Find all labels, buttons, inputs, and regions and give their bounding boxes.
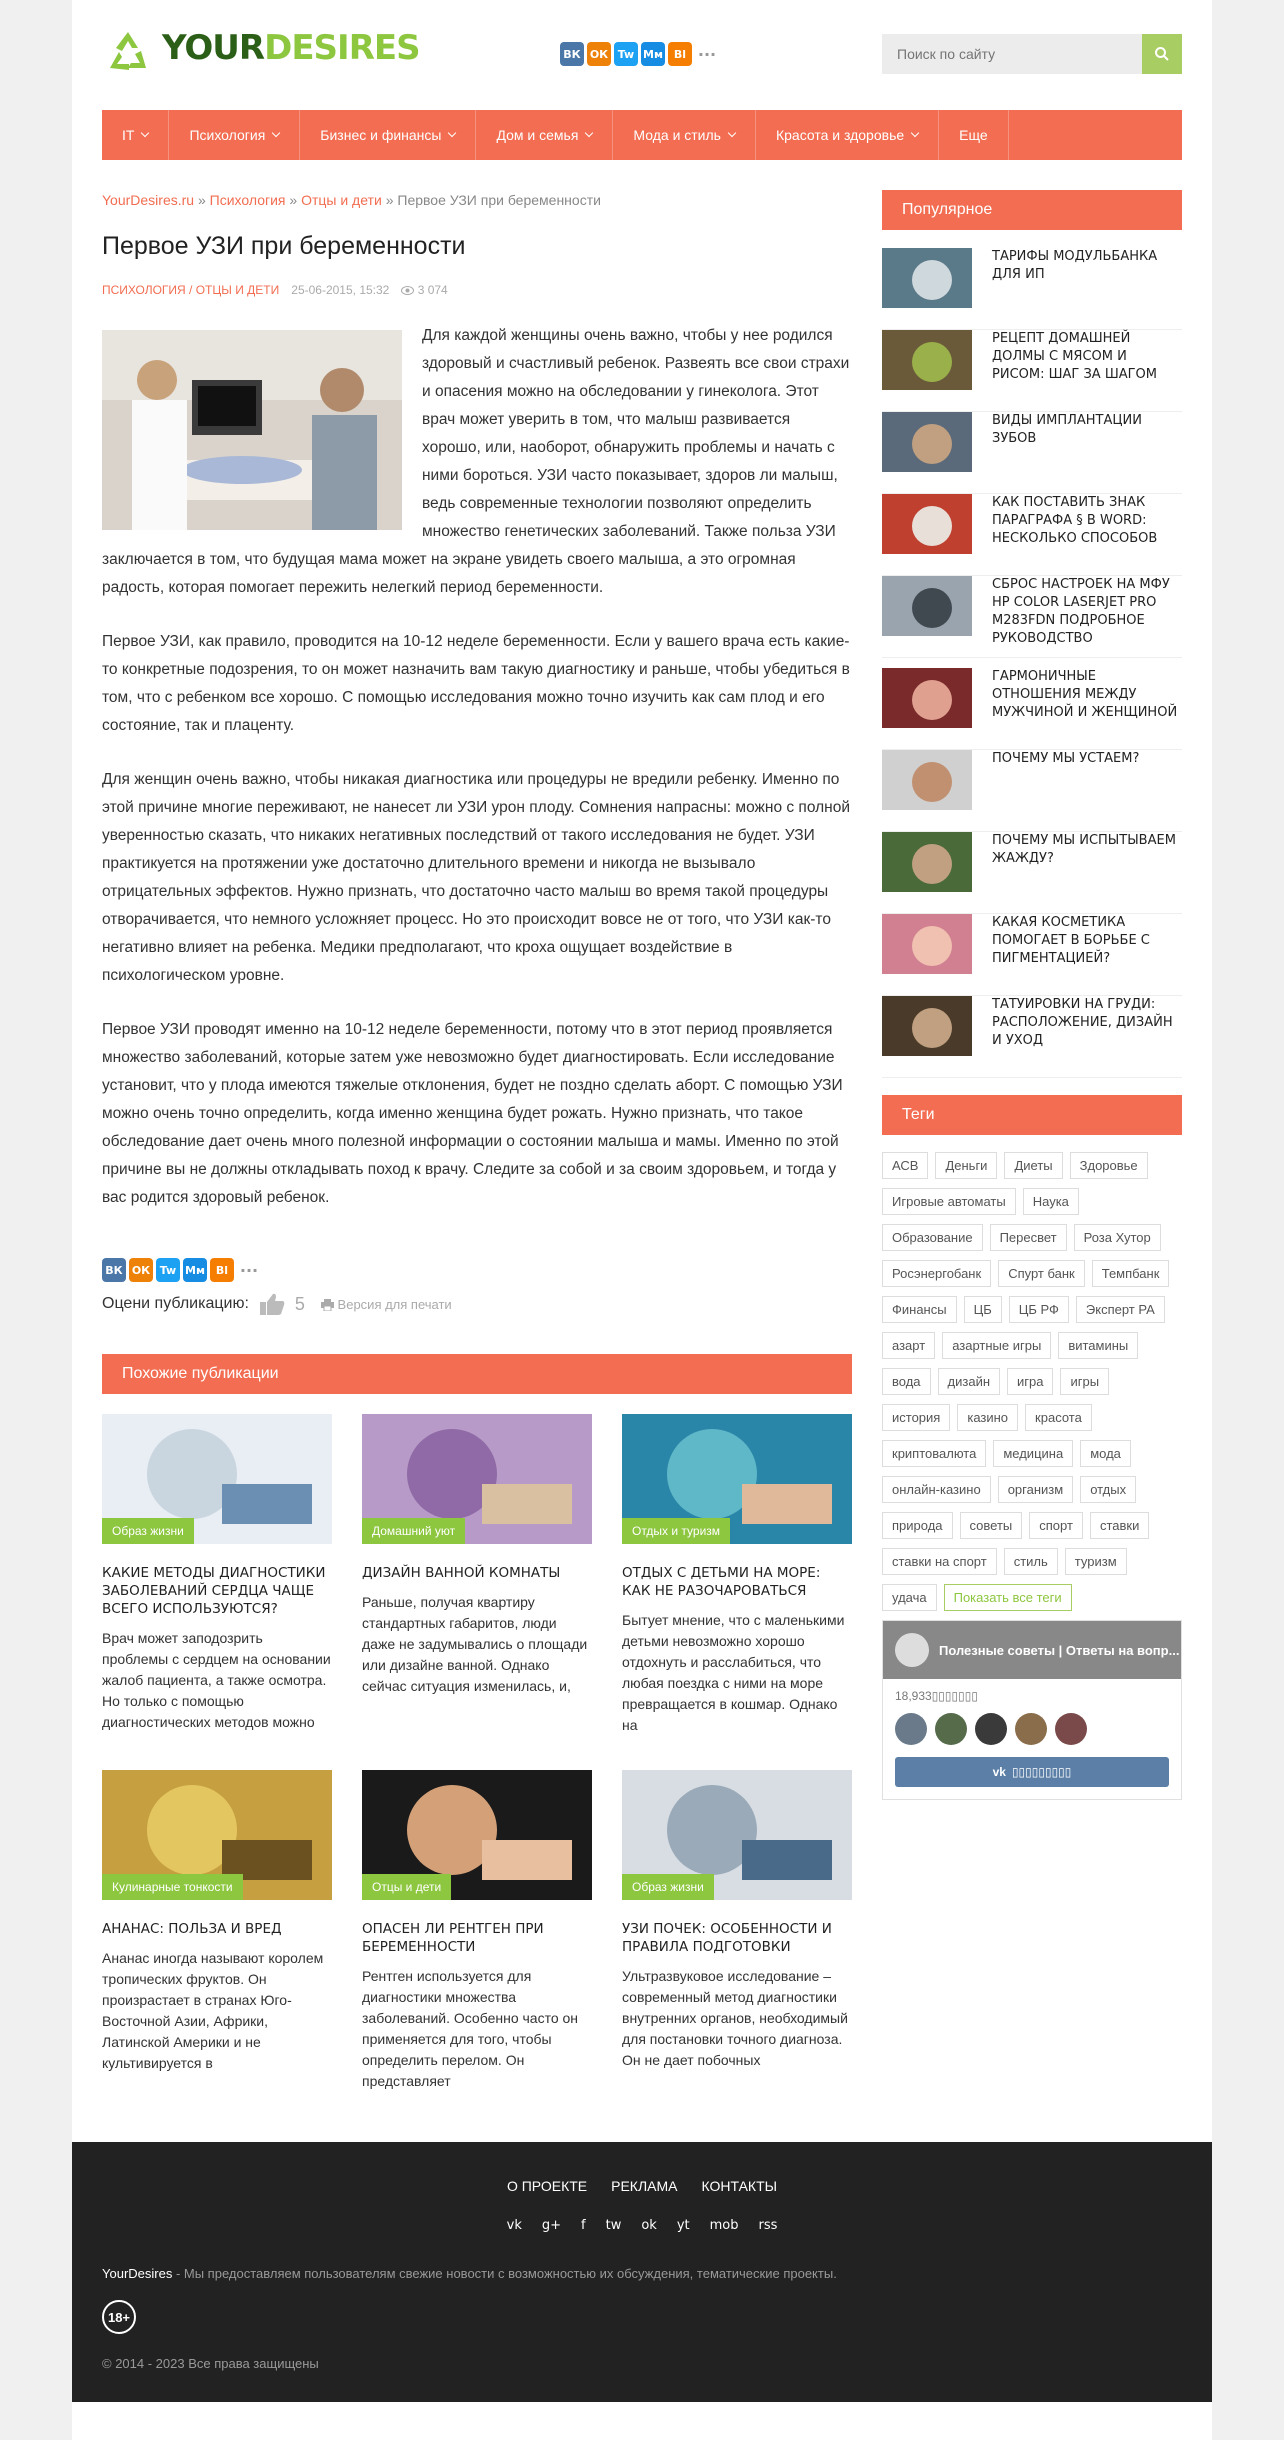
footer-social (72, 2218, 1212, 2233)
article-paragraph: Первое УЗИ проводят именно на 10-12 неделе беременности, потому что в этот период проявляется множество заболеваний, которые затем уже невозможно будет диагностировать. Если исследование установит, что у плода имеются тяжелые отклонения, будет не поздно сделать аборт. С помощью УЗИ можно очень точно определить, когда именно женщина будет рожать. Нужно признать, что такое обследование дает очень много полезной информации о состоянии малыша и мамы. Именно по этой причине вы не должны откладывать поход к врачу. Следите за собой и за своим здоровьем, и тогда у вас родится здоровый ребенок. (102, 1021, 843, 1206)
tag-link[interactable]: ЦБ (964, 1296, 1002, 1323)
nav-item-6[interactable]: Еще (939, 110, 1009, 160)
recycle-logo-icon (102, 28, 154, 80)
f-icon[interactable]: f (581, 2218, 586, 2233)
vk-icon: vk (992, 1765, 1006, 1779)
popular-item[interactable] (882, 248, 1182, 330)
article-body (102, 322, 852, 1238)
site-logo[interactable] (102, 26, 422, 82)
related-excerpt: Ультразвуковое исследование – современный метод диагностики внутренних органов, необходимый для постановки точного диагноза. Он не дает побочных (622, 1968, 848, 2068)
chevron-down-icon (585, 129, 593, 137)
eye-icon (401, 286, 414, 295)
footer-link[interactable]: КОНТАКТЫ (701, 2178, 778, 2194)
popular-item[interactable] (882, 330, 1182, 412)
popular-item[interactable] (882, 914, 1182, 996)
popular-thumbnail[interactable] (882, 330, 972, 390)
related-thumbnail[interactable] (102, 1414, 332, 1544)
breadcrumb-home[interactable]: YourDesires.ru (102, 192, 195, 208)
share-buttons-bottom (102, 1258, 261, 1282)
tag-link[interactable]: мода (1080, 1440, 1131, 1467)
tag-link[interactable]: ЦБ РФ (1009, 1296, 1069, 1323)
related-excerpt: Ананас иногда называют королем тропических фруктов. Он произрастает в странах Юго-Восточной Азии, Африки, Латинской Америки и не культивируется в (102, 1950, 324, 2071)
tag-link[interactable]: Росэнергобанк (882, 1260, 991, 1287)
category-badge[interactable]: Кулинарные тонкости (102, 1874, 243, 1900)
tag-link[interactable]: Пересвет (990, 1224, 1067, 1251)
search-icon (1154, 46, 1170, 62)
vk-share-icon[interactable]: ВК (102, 1258, 126, 1282)
related-excerpt: Врач может заподозрить проблемы с сердцем на основании жалоб пациента, а также осмотра. Но только с помощью диагностических методов можно (102, 1630, 331, 1730)
related-title[interactable]: ДИЗАЙН ВАННОЙ КОМНАТЫ (362, 1565, 561, 1581)
popular-item[interactable] (882, 576, 1182, 658)
logo-text: YOURDESIRES (162, 28, 420, 68)
tag-link[interactable]: медицина (993, 1440, 1073, 1467)
footer-about: YourDesires - Мы предоставляем пользователям свежие новости с возможностью их обсуждения, тематические проекты. (102, 2266, 837, 2281)
related-card[interactable] (102, 1770, 332, 2074)
tag-link[interactable]: советы (960, 1512, 1023, 1539)
printer-icon (321, 1299, 334, 1311)
popular-thumbnail[interactable] (882, 914, 972, 974)
g+-icon[interactable]: g+ (541, 2218, 562, 2233)
popular-item[interactable] (882, 494, 1182, 576)
vk-group-name: Полезные советы | Ответы на вопр... (939, 1642, 1180, 1658)
ok-share-icon[interactable]: ОК (587, 42, 611, 66)
tags-heading: Теги (882, 1095, 1182, 1135)
mailru-share-icon[interactable]: Мм (641, 42, 665, 66)
popular-title[interactable]: ПОЧЕМУ МЫ УСТАЕМ? (992, 751, 1140, 766)
tag-link[interactable]: азартные игры (942, 1332, 1051, 1359)
popular-title[interactable]: ПОЧЕМУ МЫ ИСПЫТЫВАЕМ ЖАЖДУ? (992, 833, 1176, 866)
tag-link[interactable]: спорт (1029, 1512, 1083, 1539)
article-category[interactable]: ПСИХОЛОГИЯ / ОТЦЫ И ДЕТИ (102, 283, 280, 297)
vk-icon[interactable]: vk (506, 2218, 522, 2233)
article-paragraph: Для женщин очень важно, чтобы никакая диагностика или процедуры не вредили ребенку. Именно по этой причине многие переживают, не нанесет ли УЗИ урон плоду. Сомнения напрасны: можно с полной уверенностью сказать, что никаких негативных последствий от такого исследования не будет. УЗИ практикуется на протяжении уже достаточно длительного времени и никогда не вызывало отрицательных эффектов. Нужно признать, что достаточно часто малыш во время такой процедуры отворачивается, что немного усложняет процесс. Но это происходит вовсе не от того, что УЗИ как-то негативно влияет на ребенка. Медики предполагают, что кроха ощущает воздействие в психологическом уровне. (102, 771, 850, 984)
related-thumbnail[interactable] (102, 1770, 332, 1900)
search-button[interactable] (1142, 34, 1182, 74)
related-thumbnail[interactable] (362, 1414, 592, 1544)
popular-title[interactable]: СБРОС НАСТРОЕК НА МФУ HP COLOR LASERJET PRO M283FDN ПОДРОБНОЕ РУКОВОДСТВО (992, 577, 1170, 646)
chevron-down-icon (272, 129, 280, 137)
tag-link[interactable]: история (882, 1404, 950, 1431)
tag-link[interactable]: Темпбанк (1092, 1260, 1170, 1287)
chevron-down-icon (141, 129, 149, 137)
tag-link[interactable]: Спурт банк (998, 1260, 1085, 1287)
footer-links (72, 2178, 1212, 2194)
related-excerpt: Бытует мнение, что с маленькими детьми невозможно хорошо отдохнуть и расслабиться, что любая поездка с ними на море превращается в кошмар. Однако на (622, 1612, 845, 1733)
popular-item[interactable] (882, 668, 1182, 750)
related-card[interactable] (362, 1414, 592, 1697)
related-excerpt: Раньше, получая квартиру стандартных габаритов, люди даже не задумывались о площади или дизайне ванной. Однако сейчас ситуация изменилась, и, (362, 1594, 588, 1694)
tag-link[interactable]: организм (998, 1476, 1074, 1503)
popular-thumbnail[interactable] (882, 750, 972, 810)
age-rating-badge: 18+ (102, 2300, 136, 2334)
popular-thumbnail[interactable] (882, 248, 972, 308)
tag-link[interactable]: ставки (1090, 1512, 1149, 1539)
tag-link[interactable]: Эксперт РА (1076, 1296, 1165, 1323)
tag-link[interactable]: удача (882, 1584, 937, 1611)
blogger-share-icon[interactable]: Bl (210, 1258, 234, 1282)
vk-group-avatar (895, 1633, 929, 1667)
chevron-down-icon (448, 129, 456, 137)
tag-link[interactable]: ставки на спорт (882, 1548, 997, 1575)
related-title[interactable]: АНАНАС: ПОЛЬЗА И ВРЕД (102, 1921, 282, 1937)
nav-item-0[interactable]: IT (102, 110, 169, 160)
category-badge[interactable]: Отдых и туризм (622, 1518, 730, 1544)
copyright: © 2014 - 2023 Все права защищены (102, 2356, 319, 2371)
nav-item-5[interactable]: Красота и здоровье (756, 110, 939, 160)
category-badge[interactable]: Отцы и дети (362, 1874, 451, 1900)
page (72, 0, 1212, 2440)
avatar[interactable] (895, 1713, 927, 1745)
related-thumbnail[interactable] (362, 1770, 592, 1900)
category-badge[interactable]: Образ жизни (622, 1874, 714, 1900)
related-title[interactable]: УЗИ ПОЧЕК: ОСОБЕННОСТИ И ПРАВИЛА ПОДГОТОВКИ (622, 1921, 832, 1955)
mailru-share-icon[interactable]: Мм (183, 1258, 207, 1282)
related-card[interactable] (362, 1770, 592, 2092)
more-share-icon[interactable]: ··· (697, 44, 717, 64)
popular-thumbnail[interactable] (882, 412, 972, 472)
related-title[interactable]: ОТДЫХ С ДЕТЬМИ НА МОРЕ: КАК НЕ РАЗОЧАРОВАТЬСЯ (622, 1565, 821, 1599)
category-badge[interactable]: Домашний уют (362, 1518, 465, 1544)
more-share-icon[interactable]: ··· (239, 1260, 259, 1280)
popular-thumbnail[interactable] (882, 576, 972, 636)
nav-item-3[interactable]: Дом и семья (476, 110, 613, 160)
related-card[interactable] (622, 1414, 852, 1736)
popular-thumbnail[interactable] (882, 668, 972, 728)
rss-icon[interactable]: rss (758, 2218, 778, 2233)
popular-title[interactable]: ГАРМОНИЧНЫЕ ОТНОШЕНИЯ МЕЖДУ МУЖЧИНОЙ И ЖЕНЩИНОЙ (992, 669, 1178, 720)
breadcrumb: YourDesires.ru » Психология » Отцы и дети » Первое УЗИ при беременности (102, 192, 601, 208)
popular-heading: Популярное (882, 190, 1182, 230)
rating-value: 5 (294, 1293, 305, 1314)
related-title[interactable]: ОПАСЕН ЛИ РЕНТГЕН ПРИ БЕРЕМЕННОСТИ (362, 1921, 544, 1955)
avatar[interactable] (1015, 1713, 1047, 1745)
popular-thumbnail[interactable] (882, 996, 972, 1056)
search-input[interactable] (882, 34, 1142, 74)
related-title[interactable]: КАКИЕ МЕТОДЫ ДИАГНОСТИКИ ЗАБОЛЕВАНИЙ СЕРДЦА ЧАЩЕ ВСЕГО ИСПОЛЬЗУЮТСЯ? (102, 1565, 326, 1617)
article-paragraph: Для каждой женщины очень важно, чтобы у нее родился здоровый и счастливый ребенок. Развеять все свои страхи и опасения можно на обследовании у гинеколога. Этот врач может уверить в том, что малыш развивается хорошо, или, наоборот, обнаружить проблемы и начать с ними бороться. УЗИ часто показывает, здоров ли малыш, ведь современные технологии позволяют определить множество генетических заболеваний. Также польза УЗИ заключается в том, что будущая мама может на экране увидеть своего малыша, а это огромная радость, которая помогает пережить нелегкий период беременности. (102, 327, 850, 596)
twitter-share-icon[interactable]: Tw (614, 42, 638, 66)
vk-subscribe-button[interactable]: vk ▯▯▯▯▯▯▯▯▯ (895, 1757, 1169, 1787)
page-title: Первое УЗИ при беременности (102, 232, 466, 260)
breadcrumb-current: Первое УЗИ при беременности (397, 192, 601, 208)
tag-link[interactable]: азарт (882, 1332, 935, 1359)
avatar[interactable] (935, 1713, 967, 1745)
blogger-share-icon[interactable]: Bl (668, 42, 692, 66)
twitter-share-icon[interactable]: Tw (156, 1258, 180, 1282)
vk-share-icon[interactable]: ВК (560, 42, 584, 66)
thumbs-up-icon[interactable] (259, 1292, 285, 1316)
nav-item-1[interactable]: Психология (169, 110, 300, 160)
tag-link[interactable]: Диеты (1004, 1152, 1062, 1179)
tag-link[interactable]: витамины (1058, 1332, 1138, 1359)
popular-title[interactable]: РЕЦЕПТ ДОМАШНЕЙ ДОЛМЫ С МЯСОМ И РИСОМ: ШАГ ЗА ШАГОМ (992, 331, 1157, 382)
rating-label: Оцени публикацию: (102, 1295, 249, 1312)
category-badge[interactable]: Образ жизни (102, 1518, 194, 1544)
popular-item[interactable] (882, 832, 1182, 914)
tag-link[interactable]: Образование (882, 1224, 983, 1251)
popular-title[interactable]: ВИДЫ ИМПЛАНТАЦИИ ЗУБОВ (992, 413, 1142, 446)
popular-item[interactable] (882, 412, 1182, 494)
yt-icon[interactable]: yt (676, 2218, 690, 2233)
tag-link[interactable]: Игровые автоматы (882, 1188, 1016, 1215)
footer-link[interactable]: РЕКЛАМА (611, 2178, 678, 2194)
vk-members-count: 18,933▯▯▯▯▯▯▯ (895, 1689, 978, 1703)
tag-link[interactable]: Здоровье (1070, 1152, 1148, 1179)
tag-link[interactable]: криптовалюта (882, 1440, 986, 1467)
popular-thumbnail[interactable] (882, 494, 972, 554)
nav-item-4[interactable]: Мода и стиль (613, 110, 756, 160)
breadcrumb-parents-children[interactable]: Отцы и дети (301, 192, 382, 208)
popular-thumbnail[interactable] (882, 832, 972, 892)
ok-share-icon[interactable]: ОК (129, 1258, 153, 1282)
popular-item[interactable] (882, 750, 1182, 832)
related-thumbnail[interactable] (622, 1770, 852, 1900)
related-heading: Похожие публикации (102, 1354, 852, 1394)
rating-block (102, 1292, 452, 1316)
avatar[interactable] (975, 1713, 1007, 1745)
tag-link[interactable]: отдых (1080, 1476, 1136, 1503)
popular-title[interactable]: КАК ПОСТАВИТЬ ЗНАК ПАРАГРАФА § В WORD: НЕСКОЛЬКО СПОСОБОВ (992, 495, 1158, 546)
search-form (882, 34, 1182, 74)
footer-link[interactable]: О ПРОЕКТЕ (506, 2178, 588, 2194)
tag-link[interactable]: игра (1007, 1368, 1053, 1395)
popular-title[interactable]: ТАТУИРОВКИ НА ГРУДИ: РАСПОЛОЖЕНИЕ, ДИЗАЙН И УХОД (992, 997, 1173, 1048)
tag-cloud (882, 1152, 1182, 1611)
tag-link[interactable]: стиль (1004, 1548, 1058, 1575)
tag-link[interactable]: Деньги (935, 1152, 997, 1179)
tag-link[interactable]: Наука (1023, 1188, 1079, 1215)
related-excerpt: Рентген используется для диагностики множества заболеваний. Особенно часто он применяется для того, чтобы определить перелом. Он представляет (362, 1968, 579, 2089)
footer (72, 2142, 1212, 2402)
tag-link[interactable]: игры (1060, 1368, 1109, 1395)
chevron-down-icon (911, 129, 919, 137)
vk-group-header[interactable] (883, 1621, 1181, 1679)
popular-item[interactable] (882, 996, 1182, 1078)
tag-link[interactable]: дизайн (938, 1368, 1000, 1395)
avatar[interactable] (1055, 1713, 1087, 1745)
popular-title[interactable]: ТАРИФЫ МОДУЛЬБАНКА ДЛЯ ИП (992, 249, 1158, 282)
print-version-link[interactable]: Версия для печати (321, 1297, 452, 1312)
show-all-tags-button[interactable]: Показать все теги (944, 1584, 1072, 1611)
related-thumbnail[interactable] (622, 1414, 852, 1544)
share-buttons-top (560, 42, 719, 66)
tag-link[interactable]: туризм (1065, 1548, 1127, 1575)
article-paragraph: Первое УЗИ, как правило, проводится на 10-12 неделе беременности. Если у вашего врача есть какие-то конкретные подозрения, то он может назначить вам такую диагностику и раньше, чтобы убедиться в том, что с ребенком все хорошо. С помощью исследования можно точно изучить как сам плод и его состояние, так и плаценту. (102, 633, 850, 734)
article-views: 3 074 (401, 283, 447, 297)
tag-link[interactable]: казино (957, 1404, 1018, 1431)
tag-link[interactable]: природа (882, 1512, 953, 1539)
article-meta (102, 283, 448, 297)
main-nav (102, 110, 1182, 160)
vk-members (895, 1713, 1181, 1745)
nav-item-2[interactable]: Бизнес и финансы (300, 110, 476, 160)
tag-link[interactable]: онлайн-казино (882, 1476, 991, 1503)
tag-link[interactable]: красота (1025, 1404, 1092, 1431)
article-date: 25-06-2015, 15:32 (291, 283, 390, 297)
popular-title[interactable]: КАКАЯ КОСМЕТИКА ПОМОГАЕТ В БОРЬБЕ С ПИГМЕНТАЦИЕЙ? (992, 915, 1150, 966)
tag-link[interactable]: АСВ (882, 1152, 928, 1179)
mob-icon[interactable]: mob (709, 2218, 739, 2233)
related-card[interactable] (622, 1770, 852, 2071)
tag-link[interactable]: вода (882, 1368, 931, 1395)
breadcrumb-psychology[interactable]: Психология (209, 192, 286, 208)
chevron-down-icon (728, 129, 736, 137)
related-card[interactable] (102, 1414, 332, 1733)
tag-link[interactable]: Финансы (882, 1296, 957, 1323)
ok-icon[interactable]: ok (641, 2218, 657, 2233)
vk-group-widget (882, 1620, 1182, 1800)
tag-link[interactable]: Роза Хутор (1074, 1224, 1161, 1251)
tw-icon[interactable]: tw (605, 2218, 622, 2233)
